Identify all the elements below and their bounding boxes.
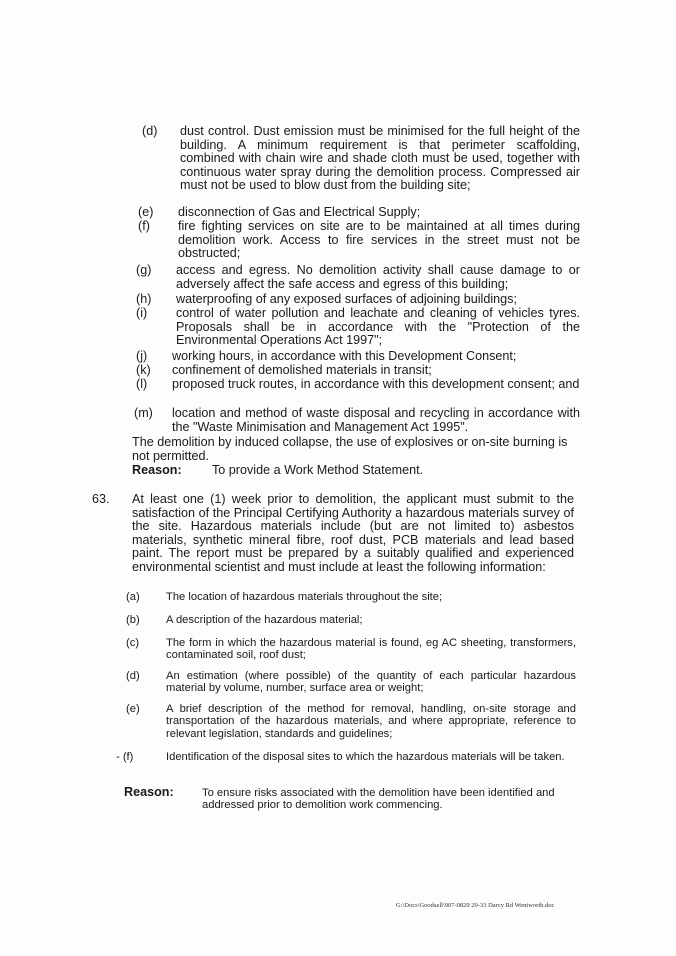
list-item-label: (e) bbox=[138, 205, 154, 219]
list-item-text: A description of the hazardous material; bbox=[166, 614, 363, 626]
reason-label: Reason: bbox=[132, 463, 182, 477]
list-item-text: An estimation (where possible) of the quantity of each particular hazardous material by volume, number, surface area or weight; bbox=[166, 670, 576, 695]
demolition-note: The demolition by induced collapse, the use of explosives or on-site burning is not permitted. bbox=[132, 435, 568, 463]
list-item-text: Identification of the disposal sites to which the hazardous materials will be taken. bbox=[166, 751, 565, 763]
list-item-text: fire fighting services on site are to be maintained at all times during demolition work. Access to fire services in the street must not be obstructed; bbox=[178, 219, 580, 261]
list-item-text: proposed truck routes, in accordance with this development consent; and bbox=[172, 377, 580, 391]
reason-label: Reason: bbox=[124, 785, 174, 799]
list-item-label: (l) bbox=[136, 377, 148, 391]
condition-text: At least one (1) week prior to demolition, the applicant must submit to the satisfaction of the Principal Certifying Authority a hazardous materials survey of the site. Hazardous materials include (but are not limited to) asbestos materials, synthetic mineral fibre, roof dust, PCB materials and lead based paint. The report must be prepared by a suitably qualified and experienced environmental scientist and must include at least the following information: bbox=[132, 492, 574, 574]
list-item-label: (i) bbox=[136, 306, 148, 320]
list-item-label: (f) bbox=[138, 219, 150, 233]
list-item-label: (d) bbox=[126, 670, 140, 682]
list-item-text: waterproofing of any exposed surfaces of adjoining buildings; bbox=[176, 292, 517, 306]
list-item-label: (d) bbox=[142, 124, 158, 138]
list-item-label: (b) bbox=[126, 614, 140, 626]
list-item-text: The form in which the hazardous material is found, eg AC sheeting, transformers, contaminated soil, roof dust; bbox=[166, 637, 576, 662]
list-item-text: working hours, in accordance with this Development Consent; bbox=[172, 349, 517, 363]
list-item-label: (c) bbox=[126, 637, 140, 649]
list-item-label: (k) bbox=[136, 363, 151, 377]
list-item-text: disconnection of Gas and Electrical Supply; bbox=[178, 205, 421, 219]
list-item-label: (a) bbox=[126, 591, 140, 603]
reason-text: To ensure risks associated with the demolition have been identified and addressed prior to demolition work commencing. bbox=[202, 787, 555, 812]
list-item-text: control of water pollution and leachate and cleaning of vehicles tyres. Proposals shall be in accordance with the "Protection of the Environmental Operations Act 1997"; bbox=[176, 306, 580, 348]
list-item-label: (m) bbox=[134, 406, 153, 420]
list-item-text: A brief description of the method for removal, handling, on-site storage and transportation of the hazardous materials, and where appropriate, reference to relevant legislation, standards and guidelines; bbox=[166, 703, 576, 740]
list-item-label: (e) bbox=[126, 703, 140, 715]
footer-file-path: G:\Docs\Goodsell\907-0829 29-33 Darcy Rd Wentworth.doc bbox=[396, 902, 555, 909]
list-item-label: (j) bbox=[136, 349, 148, 363]
list-item-text: dust control. Dust emission must be minimised for the full height of the building. A minimum requirement is that perimeter scaffolding, combined with chain wire and shade cloth must be used, together with continuous water spray during the demolition process. Compressed air must not be used to blow dust from the building site; bbox=[180, 124, 580, 193]
list-item-label: (h) bbox=[136, 292, 152, 306]
list-item-text: confinement of demolished materials in transit; bbox=[172, 363, 432, 377]
list-item-label: (g) bbox=[136, 263, 152, 277]
list-item-label: - (f) bbox=[116, 751, 134, 763]
list-item-text: location and method of waste disposal and recycling in accordance with the "Waste Minimisation and Management Act 1995". bbox=[172, 406, 580, 434]
list-item-text: The location of hazardous materials throughout the site; bbox=[166, 591, 443, 603]
reason-text: To provide a Work Method Statement. bbox=[212, 463, 424, 477]
list-item-text: access and egress. No demolition activity shall cause damage to or adversely affect the safe access and egress of this building; bbox=[176, 263, 580, 291]
condition-number: 63. bbox=[92, 492, 110, 506]
